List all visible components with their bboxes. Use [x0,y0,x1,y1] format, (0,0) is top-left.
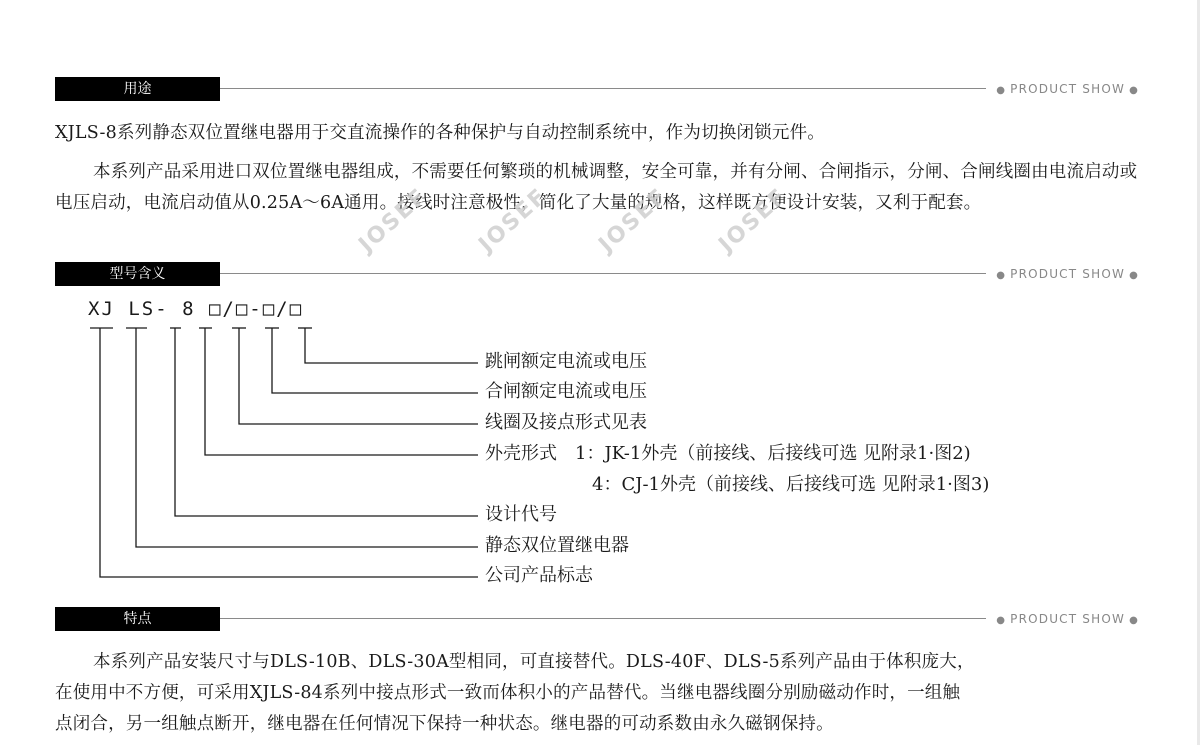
model-code: XJ LS- 8 □/□-□/□ [88,298,304,320]
model-item-close: 合闸额定电流或电压 [485,381,647,402]
features-line-2: 在使用中不方便，可采用XJLS-84系列中接点形式一致而体积小的产品替代。当继电器线圈分别励磁动作时，一组触 [55,683,961,703]
watermark-text: JOSEF [474,183,553,258]
section-tag-model: 型号含义 [55,262,220,286]
section-tag-usage: 用途 [55,77,220,101]
model-item-trip: 跳闸额定电流或电压 [485,351,647,372]
dot-icon: ● [996,270,1007,281]
watermark-text: JOSEF [594,183,673,258]
leader-line-company [100,328,478,577]
model-item-case-4: 4：CJ-1外壳（前接线、后接线可选 见附录1·图3) [592,474,990,495]
watermark-text: JOSEF [714,183,793,258]
dot-icon: ● [1129,615,1139,626]
usage-paragraph-2: 本系列产品采用进口双位置继电器组成，不需要任何繁琐的机械调整，安全可靠，并有分闸、合闸指示，分闸、合闸线圈由电流启动或电压启动，电流启动值从0.25A～6A通用。接线时注意极性，简化了大量的规格，这样既方便设计安装，又利于配套。 [55,162,1138,213]
model-item-company: 公司产品标志 [485,565,593,586]
section-tag-features: 特点 [55,607,220,631]
model-item-relay: 静态双位置继电器 [485,535,629,556]
dot-icon: ● [1129,270,1139,281]
dot-icon: ● [996,85,1007,96]
leader-line-close [272,328,478,393]
product-show-label: ● PRODUCT SHOW ● [986,265,1145,285]
features-line-3: 点闭合，另一组触点断开，继电器在任何情况下保持一种状态。继电器的可动系数由永久磁钢保持。 [55,714,834,734]
model-item-coil: 线圈及接点形式见表 [485,412,647,433]
section-header-features [55,607,1145,631]
features-line-1: 本系列产品安装尺寸与DLS-10B、DLS-30A型相同，可直接替代。DLS-40F、DLS-5系列产品由于体积庞大， [93,652,975,672]
dot-icon: ● [996,615,1007,626]
product-show-label: ● PRODUCT SHOW ● [986,610,1145,630]
watermark-text: JOSEF [354,183,433,258]
product-show-label: ● PRODUCT SHOW ● [986,80,1145,100]
leader-line-coil [239,328,478,424]
leader-line-design [175,328,478,516]
dot-icon: ● [1129,85,1139,96]
model-item-case-1: 外壳形式 1：JK-1外壳（前接线、后接线可选 见附录1·图2) [485,443,971,464]
leader-line-relay [136,328,478,547]
leader-line-trip [305,328,478,363]
leader-line-case [205,328,478,455]
usage-line-1: XJLS-8系列静态双位置继电器用于交直流操作的各种保护与自动控制系统中，作为切换闭锁元件。 [55,123,825,143]
model-item-design: 设计代号 [485,504,557,525]
